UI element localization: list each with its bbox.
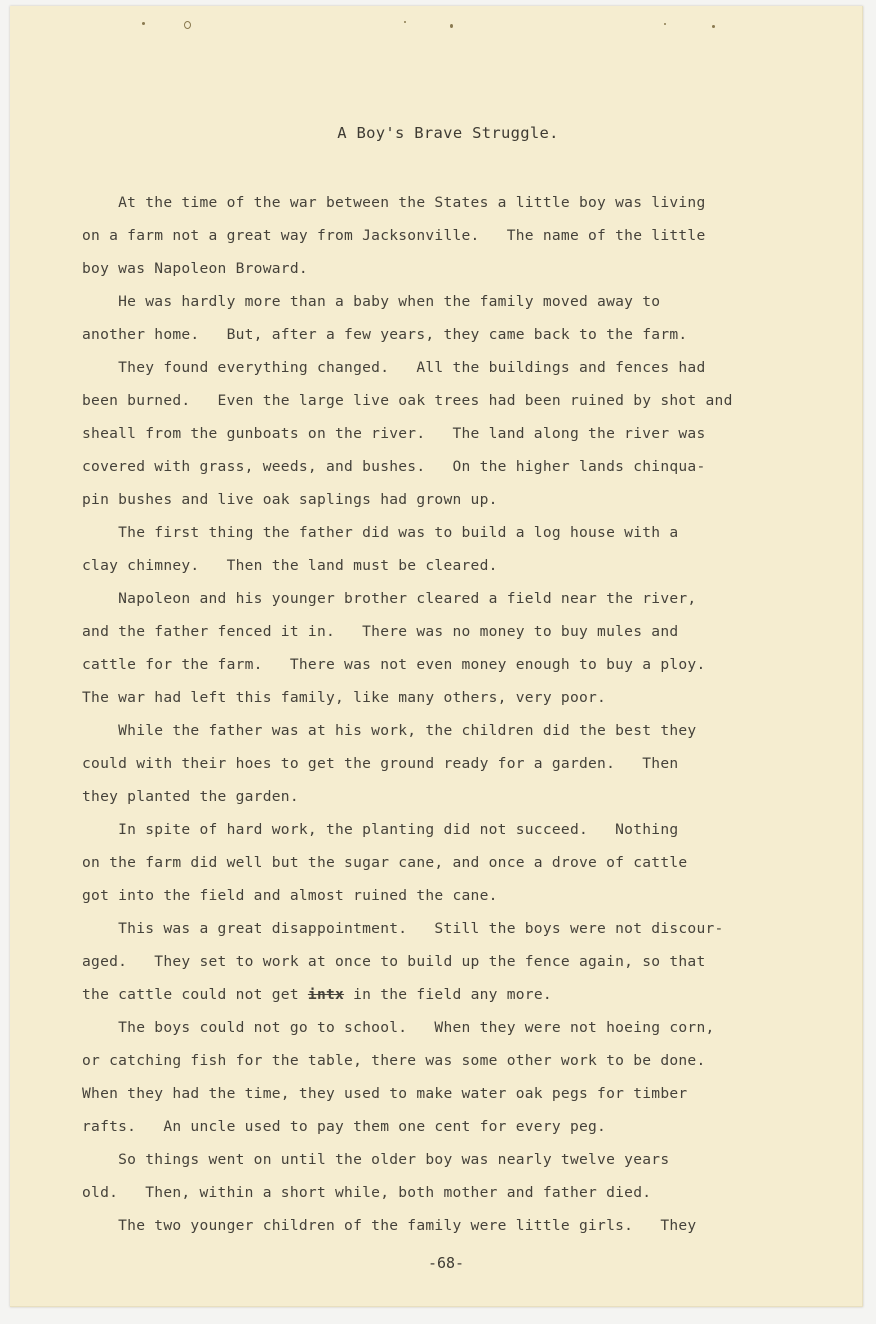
text-line: another home. But, after a few years, they came back to the farm. <box>82 326 688 343</box>
text-line: or catching fish for the table, there was some other work to be done. <box>82 1052 706 1069</box>
text-line: The boys could not go to school. When they were not hoeing corn, <box>82 1019 715 1036</box>
text-line: pin bushes and live oak saplings had grown up. <box>82 491 498 508</box>
text-line: been burned. Even the large live oak trees had been ruined by shot and <box>82 392 733 409</box>
page-number: -68- <box>427 1254 465 1272</box>
text-line: rafts. An uncle used to pay them one cent for every peg. <box>82 1118 607 1135</box>
text-line-with-strikeout <box>82 978 842 1011</box>
text-line: The war had left this family, like many others, very poor. <box>82 689 607 706</box>
line-start: the cattle could not get <box>82 986 308 1003</box>
text-line: they planted the garden. <box>82 788 299 805</box>
document-body <box>82 186 842 1242</box>
text-line: When they had the time, they used to make water oak pegs for timber <box>82 1085 688 1102</box>
ink-ring <box>184 21 191 29</box>
text-line: on the farm did well but the sugar cane, and once a drove of cattle <box>82 854 688 871</box>
text-line: The first thing the father did was to build a log house with a <box>82 524 679 541</box>
text-line: They found everything changed. All the buildings and fences had <box>82 359 706 376</box>
text-line: could with their hoes to get the ground ready for a garden. Then <box>82 755 679 772</box>
text-line: boy was Napoleon Broward. <box>82 260 308 277</box>
text-line: At the time of the war between the States a little boy was living <box>82 194 706 211</box>
text-line: In spite of hard work, the planting did not succeed. Nothing <box>82 821 679 838</box>
ink-speck <box>404 21 406 23</box>
line-end: in the field any more. <box>344 986 552 1003</box>
text-line: sheall from the gunboats on the river. The land along the river was <box>82 425 706 442</box>
text-line: aged. They set to work at once to build up the fence again, so that <box>82 953 706 970</box>
ink-speck <box>712 25 715 28</box>
text-line: He was hardly more than a baby when the family moved away to <box>82 293 661 310</box>
text-line: got into the field and almost ruined the cane. <box>82 887 498 904</box>
ink-speck <box>450 24 453 28</box>
ink-speck <box>664 23 666 25</box>
text-line: and the father fenced it in. There was no money to buy mules and <box>82 623 679 640</box>
struck-out-word: intx <box>307 986 345 1003</box>
text-line: covered with grass, weeds, and bushes. On the higher lands chinqua- <box>82 458 706 475</box>
text-line: cattle for the farm. There was not even money enough to buy a ploy. <box>82 656 706 673</box>
text-line: So things went on until the older boy was nearly twelve years <box>82 1151 670 1168</box>
text-line: clay chimney. Then the land must be cleared. <box>82 557 498 574</box>
document-title: A Boy's Brave Struggle. <box>337 124 559 142</box>
text-line: The two younger children of the family were little girls. They <box>82 1217 697 1234</box>
document-page <box>10 6 863 1307</box>
text-line: While the father was at his work, the children did the best they <box>82 722 697 739</box>
text-line: Napoleon and his younger brother cleared a field near the river, <box>82 590 697 607</box>
text-line: This was a great disappointment. Still the boys were not discour- <box>82 920 724 937</box>
ink-speck <box>142 22 145 25</box>
text-line: old. Then, within a short while, both mother and father died. <box>82 1184 652 1201</box>
text-line: on a farm not a great way from Jacksonville. The name of the little <box>82 227 706 244</box>
